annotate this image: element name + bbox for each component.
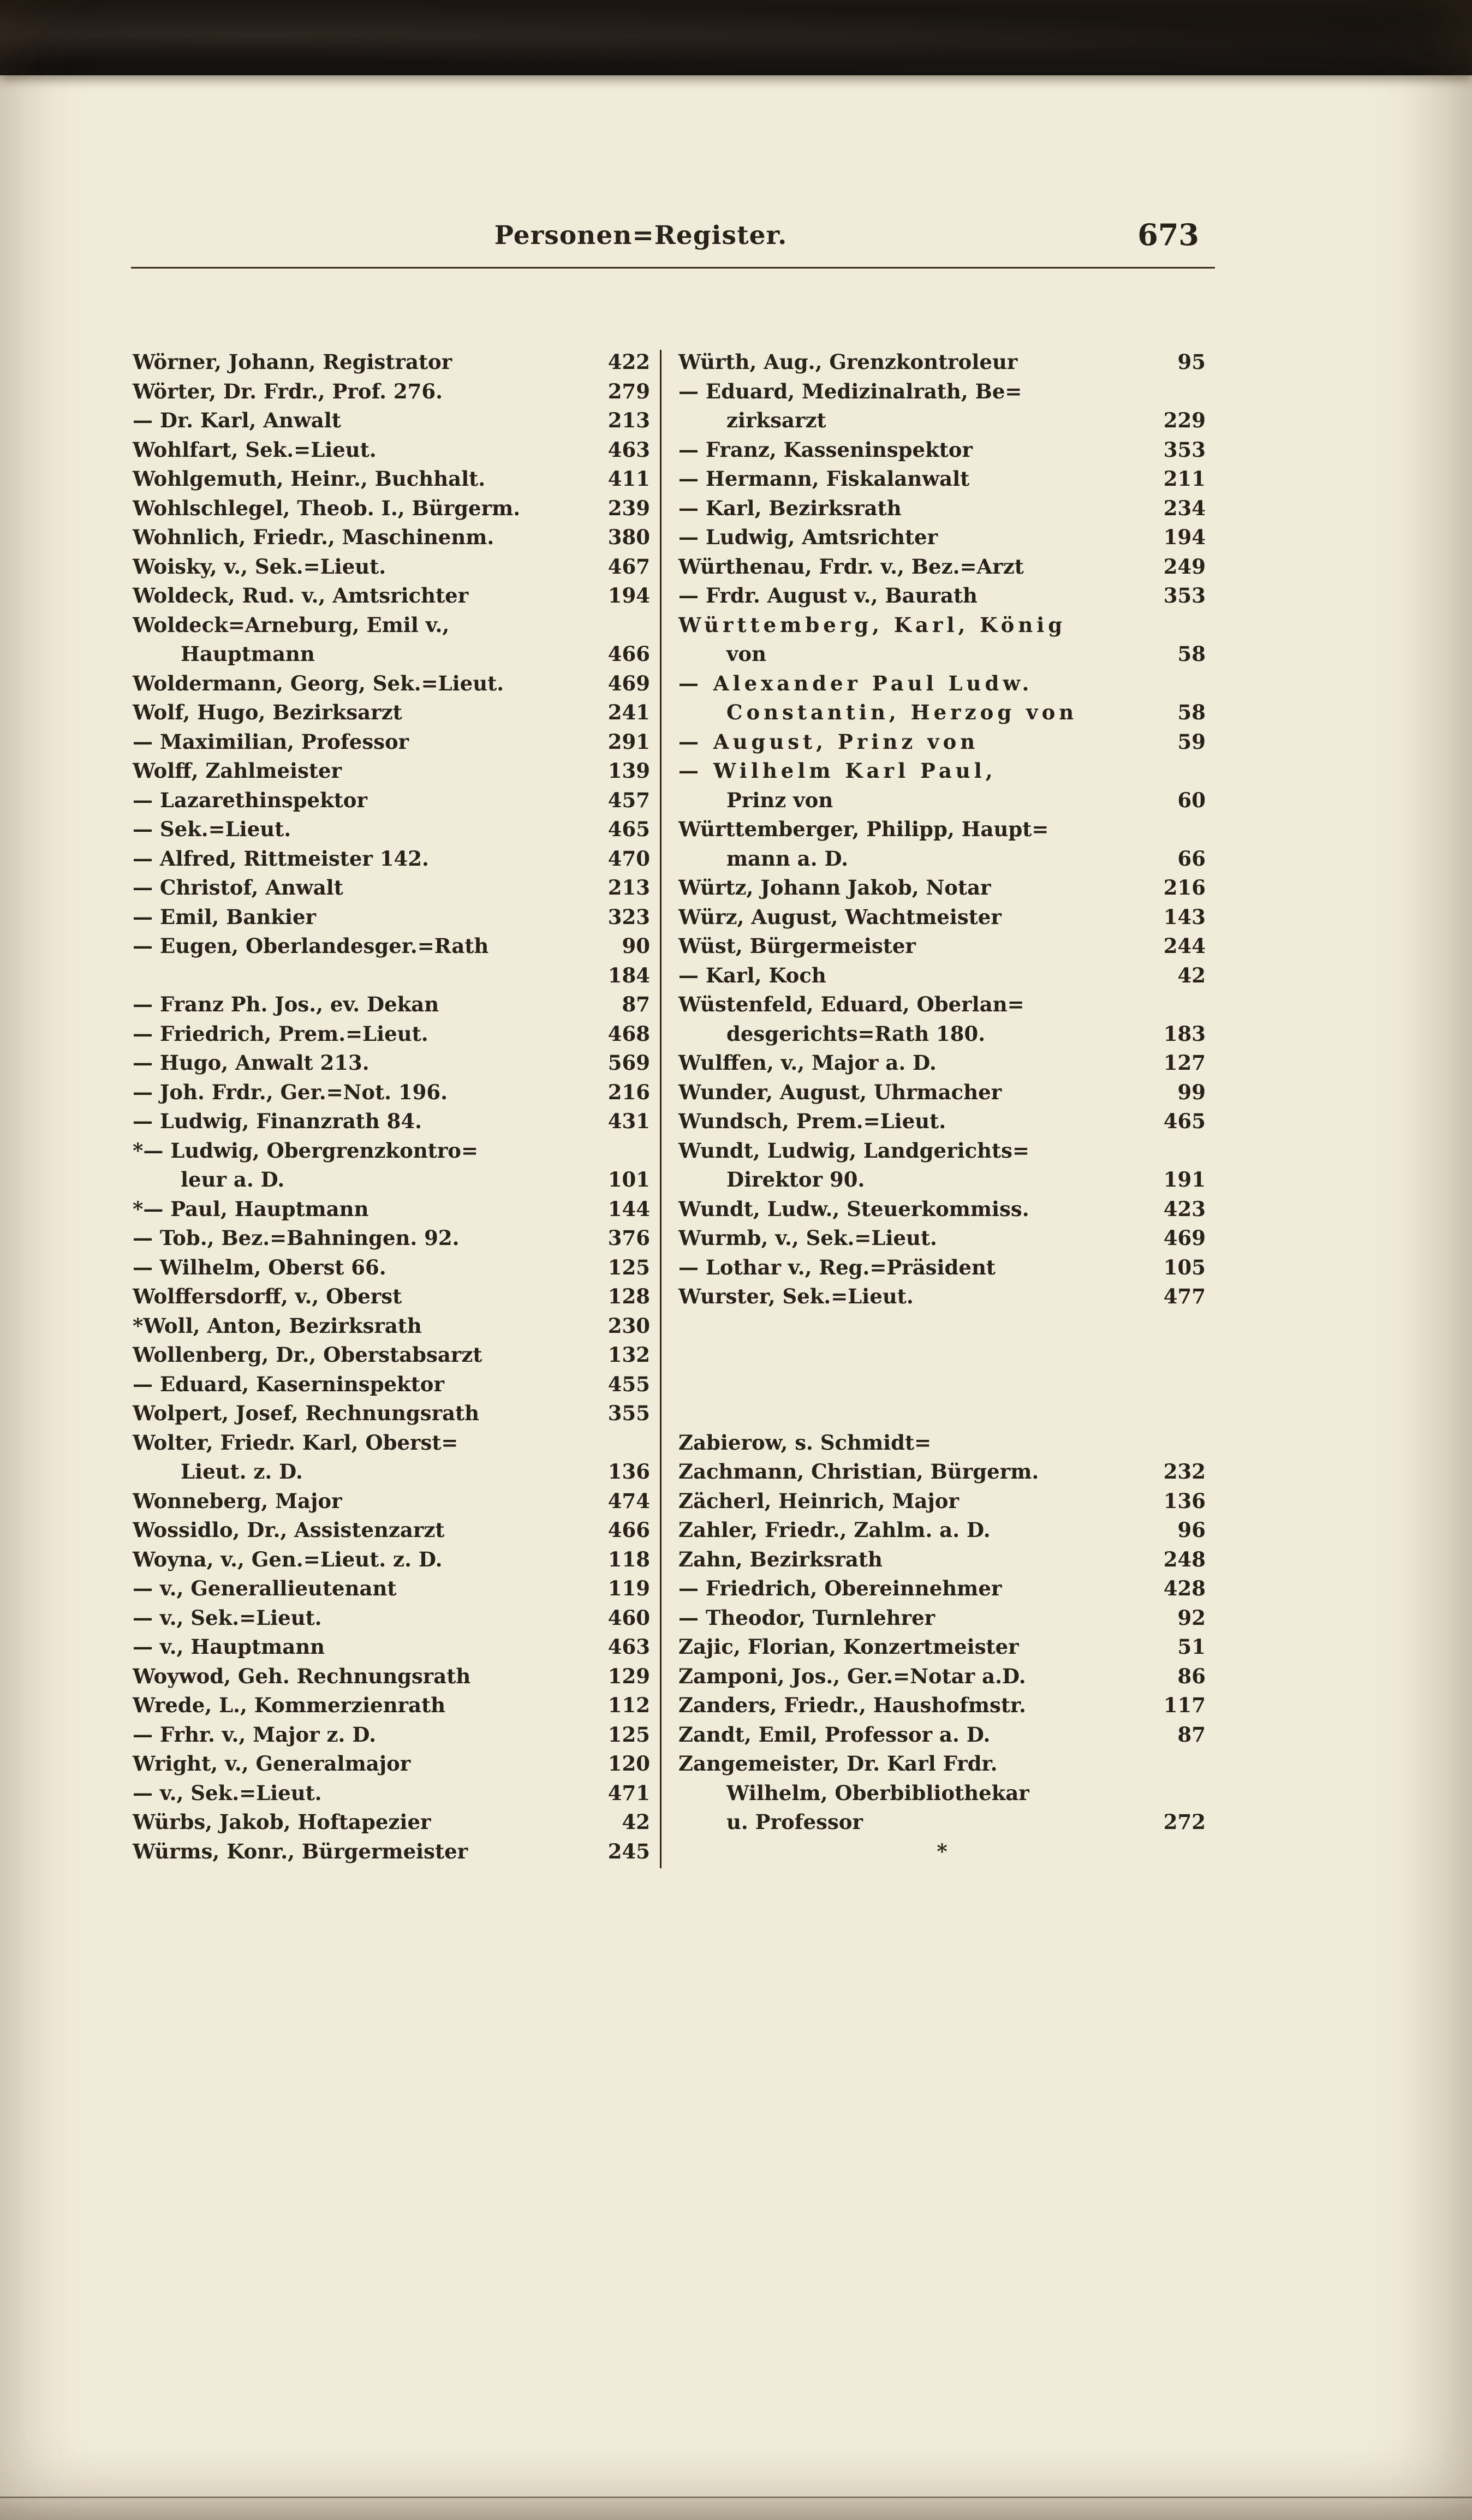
entry-page-ref: 125 bbox=[607, 1255, 650, 1279]
index-entry bbox=[133, 932, 650, 961]
index-entry bbox=[133, 1604, 650, 1633]
entry-page-ref: 249 bbox=[1163, 554, 1206, 579]
index-entry bbox=[133, 990, 650, 1020]
entry-text: — Emil, Bankier bbox=[133, 904, 316, 929]
index-entry bbox=[133, 961, 650, 991]
entry-text: — Friedrich, Prem.=Lieut. bbox=[133, 1021, 428, 1046]
entry-page-ref: 136 bbox=[1163, 1488, 1206, 1513]
entry-page-ref: 99 bbox=[1177, 1080, 1206, 1104]
entry-page-ref: 229 bbox=[1163, 408, 1206, 432]
entry-page-ref: 569 bbox=[607, 1051, 650, 1075]
entry-page-ref: 194 bbox=[1163, 525, 1206, 549]
index-entry bbox=[678, 523, 1206, 552]
index-entry bbox=[133, 1282, 650, 1312]
index-entry bbox=[133, 611, 650, 640]
entry-text: — v., Hauptmann bbox=[133, 1635, 325, 1659]
entry-page-ref: 241 bbox=[607, 700, 650, 724]
index-entry bbox=[133, 377, 650, 407]
entry-text: Wollenberg, Dr., Oberstabsarzt bbox=[133, 1343, 482, 1367]
book-edge-scan-band bbox=[0, 0, 1472, 75]
entry-text: — Hugo, Anwalt 213. bbox=[133, 1051, 370, 1075]
index-entry bbox=[678, 377, 1206, 407]
entry-page-ref: 431 bbox=[607, 1109, 650, 1133]
entry-page-ref: 58 bbox=[1177, 700, 1206, 724]
entry-page-ref: 248 bbox=[1163, 1547, 1206, 1571]
entry-text: — Joh. Frdr., Ger.=Not. 196. bbox=[133, 1080, 448, 1104]
index-entry bbox=[678, 1633, 1206, 1662]
entry-page-ref: 465 bbox=[1163, 1109, 1206, 1133]
index-entry bbox=[133, 1516, 650, 1545]
entry-text: — Eduard, Kaserninspektor bbox=[133, 1372, 444, 1396]
entry-page-ref: 213 bbox=[607, 408, 650, 432]
entry-page-ref: 465 bbox=[607, 817, 650, 841]
entry-page-ref: 232 bbox=[1163, 1459, 1206, 1484]
entry-text: Woldermann, Georg, Sek.=Lieut. bbox=[133, 671, 504, 695]
entry-page-ref: 60 bbox=[1177, 788, 1206, 812]
entry-text: — Franz, Kasseninspektor bbox=[678, 437, 973, 462]
index-entry bbox=[133, 756, 650, 786]
index-entry bbox=[678, 1720, 1206, 1750]
index-entry bbox=[678, 961, 1206, 991]
index-entry bbox=[678, 494, 1206, 523]
index-entry bbox=[678, 1779, 1206, 1808]
entry-text: Wohlgemuth, Heinr., Buchhalt. bbox=[133, 467, 486, 491]
entry-text: — Dr. Karl, Anwalt bbox=[133, 408, 341, 432]
entry-text: Zangemeister, Dr. Karl Frdr. bbox=[678, 1752, 998, 1776]
index-entry bbox=[678, 1516, 1206, 1545]
entry-page-ref: 474 bbox=[607, 1488, 650, 1513]
entry-page-ref: 139 bbox=[607, 759, 650, 783]
index-entry bbox=[133, 1165, 650, 1195]
entry-page-ref: 466 bbox=[607, 642, 650, 666]
index-entry bbox=[133, 669, 650, 699]
entry-text: Zächerl, Heinrich, Major bbox=[678, 1488, 959, 1513]
entry-text: Würbs, Jakob, Hoftapezier bbox=[133, 1810, 431, 1834]
entry-text: Württemberger, Philipp, Haupt= bbox=[678, 817, 1049, 841]
entry-page-ref: 239 bbox=[607, 496, 650, 520]
entry-page-ref: 95 bbox=[1177, 350, 1206, 374]
index-entry bbox=[133, 1545, 650, 1575]
entry-text: Woyna, v., Gen.=Lieut. z. D. bbox=[133, 1547, 443, 1571]
entry-page-ref: 59 bbox=[1177, 729, 1206, 754]
entry-page-ref: 423 bbox=[1163, 1196, 1206, 1221]
entry-text: u. Professor bbox=[726, 1810, 863, 1834]
entry-text: — August, Prinz von bbox=[678, 729, 979, 754]
entry-text: — Lothar v., Reg.=Präsident bbox=[678, 1255, 996, 1279]
entry-page-ref: 422 bbox=[607, 350, 650, 374]
entry-text: Woldeck, Rud. v., Amtsrichter bbox=[133, 583, 469, 607]
index-entry bbox=[133, 552, 650, 582]
entry-text: Württemberg, Karl, König bbox=[678, 612, 1066, 637]
index-entry bbox=[133, 728, 650, 757]
entry-text: Zahler, Friedr., Zahlm. a. D. bbox=[678, 1518, 991, 1542]
entry-text: — Eugen, Oberlandesger.=Rath bbox=[133, 934, 489, 958]
index-entry bbox=[133, 1370, 650, 1399]
index-entry bbox=[678, 1662, 1206, 1691]
entry-text: Wohlschlegel, Theob. I., Bürgerm. bbox=[133, 496, 521, 520]
index-entry bbox=[678, 873, 1206, 903]
entry-page-ref: 96 bbox=[1177, 1518, 1206, 1542]
index-entry bbox=[678, 436, 1206, 465]
bottom-edge-shade bbox=[0, 2498, 1472, 2520]
entry-page-ref: 468 bbox=[607, 1021, 650, 1046]
entry-text: *— Ludwig, Obergrenzkontro= bbox=[133, 1138, 478, 1163]
index-entry bbox=[678, 1282, 1206, 1312]
index-entry bbox=[678, 1165, 1206, 1195]
index-entry bbox=[678, 1574, 1206, 1604]
entry-text: — Alfred, Rittmeister 142. bbox=[133, 846, 429, 871]
index-entry bbox=[133, 903, 650, 932]
index-entry bbox=[678, 640, 1206, 669]
entry-page-ref: 463 bbox=[607, 1635, 650, 1659]
entry-text: — Frhr. v., Major z. D. bbox=[133, 1722, 376, 1747]
entry-page-ref: 90 bbox=[622, 934, 650, 958]
entry-text: Zahn, Bezirksrath bbox=[678, 1547, 883, 1571]
entry-page-ref: 457 bbox=[607, 788, 650, 812]
index-entry bbox=[133, 1078, 650, 1107]
entry-text: Wolter, Friedr. Karl, Oberst= bbox=[133, 1430, 458, 1455]
index-entry bbox=[133, 873, 650, 903]
entry-page-ref: 127 bbox=[1163, 1051, 1206, 1075]
index-entry bbox=[678, 932, 1206, 961]
index-entry bbox=[678, 406, 1206, 436]
entry-page-ref: 291 bbox=[607, 729, 650, 754]
entry-text: Constantin, Herzog von bbox=[726, 700, 1078, 724]
index-entry bbox=[133, 436, 650, 465]
entry-page-ref: 216 bbox=[1163, 875, 1206, 899]
entry-text: Woldeck=Arneburg, Emil v., bbox=[133, 612, 450, 637]
entry-text: — Sek.=Lieut. bbox=[133, 817, 291, 841]
index-entry bbox=[678, 698, 1206, 728]
entry-page-ref: 230 bbox=[607, 1313, 650, 1338]
index-entry bbox=[678, 990, 1206, 1020]
index-entry bbox=[133, 1428, 650, 1458]
index-entry bbox=[133, 1662, 650, 1691]
entry-text: — Karl, Koch bbox=[678, 963, 826, 987]
entry-text: Wright, v., Generalmajor bbox=[133, 1752, 411, 1776]
entry-text: — Theodor, Turnlehrer bbox=[678, 1605, 935, 1630]
entry-page-ref: 119 bbox=[607, 1576, 650, 1600]
entry-text: — Ludwig, Amtsrichter bbox=[678, 525, 938, 549]
entry-text: Zanders, Friedr., Haushofmstr. bbox=[678, 1693, 1026, 1717]
entry-text: Hauptmann bbox=[181, 642, 315, 666]
entry-page-ref: 58 bbox=[1177, 642, 1206, 666]
index-entry bbox=[133, 348, 650, 377]
entry-text: Wurmb, v., Sek.=Lieut. bbox=[678, 1226, 937, 1250]
entry-page-ref: 51 bbox=[1177, 1635, 1206, 1659]
index-entry bbox=[133, 1487, 650, 1516]
entry-text: — Friedrich, Obereinnehmer bbox=[678, 1576, 1002, 1600]
entry-text: *— Paul, Hauptmann bbox=[133, 1196, 369, 1221]
index-entry bbox=[678, 1048, 1206, 1078]
entry-text: Direktor 90. bbox=[726, 1167, 865, 1192]
left-column bbox=[133, 348, 650, 1866]
entry-page-ref: 428 bbox=[1163, 1576, 1206, 1600]
entry-text: Wilhelm, Oberbibliothekar bbox=[726, 1780, 1029, 1805]
entry-text: Wohlfart, Sek.=Lieut. bbox=[133, 437, 377, 462]
index-entry bbox=[133, 1020, 650, 1049]
entry-text: Wohnlich, Friedr., Maschinenm. bbox=[133, 525, 494, 549]
right-column bbox=[678, 348, 1206, 1866]
entry-page-ref: 42 bbox=[1177, 963, 1206, 987]
index-entry bbox=[133, 1808, 650, 1837]
entry-page-ref: 42 bbox=[622, 1810, 650, 1834]
index-entry bbox=[133, 1253, 650, 1283]
entry-page-ref: 467 bbox=[607, 554, 650, 579]
entry-page-ref: 244 bbox=[1163, 934, 1206, 958]
entry-text: Wolffersdorff, v., Oberst bbox=[133, 1284, 402, 1308]
entry-page-ref: 213 bbox=[607, 875, 650, 899]
entry-text: Lieut. z. D. bbox=[181, 1459, 303, 1484]
entry-text: — v., Generallieutenant bbox=[133, 1576, 397, 1600]
index-entry bbox=[678, 1224, 1206, 1253]
entry-text: Würthenau, Frdr. v., Bez.=Arzt bbox=[678, 554, 1024, 579]
entry-text: Wüstenfeld, Eduard, Oberlan= bbox=[678, 992, 1024, 1016]
entry-page-ref: 144 bbox=[607, 1196, 650, 1221]
entry-text: Wörter, Dr. Frdr., Prof. 276. bbox=[133, 379, 443, 403]
index-entry bbox=[133, 1749, 650, 1779]
entry-text: Würtz, Johann Jakob, Notar bbox=[678, 875, 991, 899]
entry-text: Zamponi, Jos., Ger.=Notar a.D. bbox=[678, 1664, 1026, 1688]
entry-text: — Alexander Paul Ludw. bbox=[678, 671, 1033, 695]
entry-page-ref: 191 bbox=[1163, 1167, 1206, 1192]
index-entry bbox=[133, 1720, 650, 1750]
index-entry bbox=[678, 1691, 1206, 1720]
entry-text: — Franz Ph. Jos., ev. Dekan bbox=[133, 992, 439, 1016]
entry-text: Wolpert, Josef, Rechnungsrath bbox=[133, 1401, 480, 1425]
index-entry bbox=[678, 464, 1206, 494]
entry-page-ref: 234 bbox=[1163, 496, 1206, 520]
index-entry bbox=[678, 552, 1206, 582]
entry-text: *Woll, Anton, Bezirksrath bbox=[133, 1313, 422, 1338]
entry-text: — Tob., Bez.=Bahningen. 92. bbox=[133, 1226, 460, 1250]
entry-page-ref: 87 bbox=[622, 992, 650, 1016]
entry-text: Zajic, Florian, Konzertmeister bbox=[678, 1635, 1019, 1659]
index-entry bbox=[133, 1195, 650, 1224]
entry-text: Wörner, Johann, Registrator bbox=[133, 350, 452, 374]
index-entry bbox=[133, 1341, 650, 1370]
entry-text: — Wilhelm Karl Paul, bbox=[678, 759, 997, 783]
entry-text: — Maximilian, Professor bbox=[133, 729, 409, 754]
index-entry bbox=[133, 1457, 650, 1487]
column-gap bbox=[678, 1312, 1206, 1428]
entry-text: Wundt, Ludw., Steuerkommiss. bbox=[678, 1196, 1029, 1221]
index-entry bbox=[133, 1633, 650, 1662]
entry-text: — Wilhelm, Oberst 66. bbox=[133, 1255, 386, 1279]
entry-text: zirksarzt bbox=[726, 408, 826, 432]
index-entry bbox=[133, 786, 650, 815]
entry-page-ref: 463 bbox=[607, 437, 650, 462]
entry-text: Zabierow, s. Schmidt= bbox=[678, 1430, 932, 1455]
entry-page-ref: 117 bbox=[1163, 1693, 1206, 1717]
entry-page-ref: 183 bbox=[1163, 1021, 1206, 1046]
entry-page-ref: 469 bbox=[1163, 1226, 1206, 1250]
column-divider bbox=[660, 350, 661, 1868]
index-entry bbox=[133, 406, 650, 436]
index-entry bbox=[678, 844, 1206, 874]
entry-page-ref: 92 bbox=[1177, 1605, 1206, 1630]
entry-page-ref: 132 bbox=[607, 1343, 650, 1367]
index-entry bbox=[133, 523, 650, 552]
index-entry bbox=[133, 640, 650, 669]
entry-page-ref: 101 bbox=[607, 1167, 650, 1192]
entry-text: Wonneberg, Major bbox=[133, 1488, 342, 1513]
entry-page-ref: 105 bbox=[1163, 1255, 1206, 1279]
entry-page-ref: 477 bbox=[1163, 1284, 1206, 1308]
entry-page-ref: 466 bbox=[607, 1518, 650, 1542]
index-entry bbox=[678, 1457, 1206, 1487]
entry-page-ref: 353 bbox=[1163, 437, 1206, 462]
entry-page-ref: 355 bbox=[607, 1401, 650, 1425]
page-number: 673 bbox=[1137, 217, 1199, 252]
entry-page-ref: 211 bbox=[1163, 467, 1206, 491]
entry-page-ref: 118 bbox=[607, 1547, 650, 1571]
index-entry bbox=[678, 581, 1206, 611]
entry-page-ref: 279 bbox=[607, 379, 650, 403]
index-entry bbox=[133, 1048, 650, 1078]
index-entry bbox=[678, 1604, 1206, 1633]
entry-text: Zandt, Emil, Professor a. D. bbox=[678, 1722, 991, 1747]
index-entry bbox=[133, 1107, 650, 1136]
entry-page-ref: 120 bbox=[607, 1752, 650, 1776]
entry-text: — Lazarethinspektor bbox=[133, 788, 367, 812]
entry-text: leur a. D. bbox=[181, 1167, 285, 1192]
entry-page-ref: 323 bbox=[607, 904, 650, 929]
entry-text: — Eduard, Medizinalrath, Be= bbox=[678, 379, 1022, 403]
index-entry bbox=[133, 815, 650, 844]
index-entry bbox=[133, 1779, 650, 1808]
entry-text: Wulffen, v., Major a. D. bbox=[678, 1051, 937, 1075]
entry-text: — Ludwig, Finanzrath 84. bbox=[133, 1109, 422, 1133]
entry-text: Wolff, Zahlmeister bbox=[133, 759, 342, 783]
index-entry bbox=[678, 1837, 1206, 1867]
index-entry bbox=[678, 611, 1206, 640]
index-entry bbox=[133, 494, 650, 523]
index-entry bbox=[133, 1574, 650, 1604]
index-entry bbox=[678, 669, 1206, 699]
index-entry bbox=[133, 1224, 650, 1253]
index-entry bbox=[678, 1020, 1206, 1049]
entry-page-ref: 380 bbox=[607, 525, 650, 549]
entry-text: Wundt, Ludwig, Landgerichts= bbox=[678, 1138, 1029, 1163]
entry-text: Wrede, L., Kommerzienrath bbox=[133, 1693, 446, 1717]
entry-page-ref: 216 bbox=[607, 1080, 650, 1104]
index-entry bbox=[133, 1691, 650, 1720]
entry-page-ref: 194 bbox=[607, 583, 650, 607]
index-entry bbox=[678, 815, 1206, 844]
entry-text: — Karl, Bezirksrath bbox=[678, 496, 902, 520]
index-entry bbox=[133, 464, 650, 494]
entry-page-ref: 125 bbox=[607, 1722, 650, 1747]
entry-text: Wurster, Sek.=Lieut. bbox=[678, 1284, 914, 1308]
entry-page-ref: 184 bbox=[607, 963, 650, 987]
entry-page-ref: 470 bbox=[607, 846, 650, 871]
index-entry bbox=[133, 698, 650, 728]
index-entry bbox=[133, 1312, 650, 1341]
index-entry bbox=[678, 1808, 1206, 1837]
entry-text: desgerichts=Rath 180. bbox=[726, 1021, 986, 1046]
entry-text: Würz, August, Wachtmeister bbox=[678, 904, 1002, 929]
entry-text: * bbox=[937, 1839, 947, 1863]
index-entry bbox=[678, 1749, 1206, 1779]
entry-text: Wunder, August, Uhrmacher bbox=[678, 1080, 1002, 1104]
entry-text: mann a. D. bbox=[726, 846, 849, 871]
index-entry bbox=[678, 1428, 1206, 1458]
entry-text: — v., Sek.=Lieut. bbox=[133, 1605, 322, 1630]
entry-text: — v., Sek.=Lieut. bbox=[133, 1780, 322, 1805]
index-entry bbox=[678, 1545, 1206, 1575]
index-entry bbox=[133, 844, 650, 874]
index-entry bbox=[678, 1253, 1206, 1283]
entry-page-ref: 66 bbox=[1177, 846, 1206, 871]
entry-text: Woisky, v., Sek.=Lieut. bbox=[133, 554, 386, 579]
entry-page-ref: 129 bbox=[607, 1664, 650, 1688]
entry-page-ref: 469 bbox=[607, 671, 650, 695]
entry-page-ref: 245 bbox=[607, 1839, 650, 1863]
entry-text: Woywod, Geh. Rechnungsrath bbox=[133, 1664, 471, 1688]
entry-text: Wüst, Bürgermeister bbox=[678, 934, 916, 958]
entry-text: Würth, Aug., Grenzkontroleur bbox=[678, 350, 1018, 374]
entry-page-ref: 136 bbox=[607, 1459, 650, 1484]
index-entry bbox=[678, 1107, 1206, 1136]
index-entry bbox=[133, 1399, 650, 1428]
entry-text: Wossidlo, Dr., Assistenzarzt bbox=[133, 1518, 445, 1542]
entry-text: Wundsch, Prem.=Lieut. bbox=[678, 1109, 946, 1133]
entry-text: Würms, Konr., Bürgermeister bbox=[133, 1839, 468, 1863]
entry-text: Wolf, Hugo, Bezirksarzt bbox=[133, 700, 402, 724]
entry-page-ref: 128 bbox=[607, 1284, 650, 1308]
index-entry bbox=[678, 1136, 1206, 1166]
entry-text: von bbox=[726, 642, 767, 666]
index-entry bbox=[678, 1195, 1206, 1224]
entry-page-ref: 411 bbox=[607, 467, 650, 491]
entry-page-ref: 143 bbox=[1163, 904, 1206, 929]
entry-text: — Hermann, Fiskalanwalt bbox=[678, 467, 970, 491]
index-entry bbox=[678, 756, 1206, 786]
index-entry bbox=[678, 1487, 1206, 1516]
entry-text: Zachmann, Christian, Bürgerm. bbox=[678, 1459, 1039, 1484]
index-entry bbox=[678, 786, 1206, 815]
index-entry bbox=[133, 1136, 650, 1166]
index-entry bbox=[133, 1837, 650, 1867]
page-title: Personen=Register. bbox=[494, 221, 788, 251]
entry-page-ref: 471 bbox=[607, 1780, 650, 1805]
entry-text: — Frdr. August v., Baurath bbox=[678, 583, 978, 607]
entry-page-ref: 460 bbox=[607, 1605, 650, 1630]
index-entry bbox=[678, 728, 1206, 757]
page-header bbox=[133, 217, 1214, 255]
entry-text: Prinz von bbox=[726, 788, 833, 812]
entry-page-ref: 376 bbox=[607, 1226, 650, 1250]
entry-page-ref: 272 bbox=[1163, 1810, 1206, 1834]
entry-text: — Christof, Anwalt bbox=[133, 875, 343, 899]
register-columns bbox=[133, 348, 1214, 1931]
entry-page-ref: 353 bbox=[1163, 583, 1206, 607]
index-entry bbox=[678, 903, 1206, 932]
index-entry bbox=[678, 348, 1206, 377]
index-entry bbox=[133, 581, 650, 611]
entry-page-ref: 86 bbox=[1177, 1664, 1206, 1688]
index-entry bbox=[678, 1078, 1206, 1107]
header-rule bbox=[131, 267, 1215, 269]
entry-page-ref: 87 bbox=[1177, 1722, 1206, 1747]
entry-page-ref: 455 bbox=[607, 1372, 650, 1396]
entry-page-ref: 112 bbox=[607, 1693, 650, 1717]
